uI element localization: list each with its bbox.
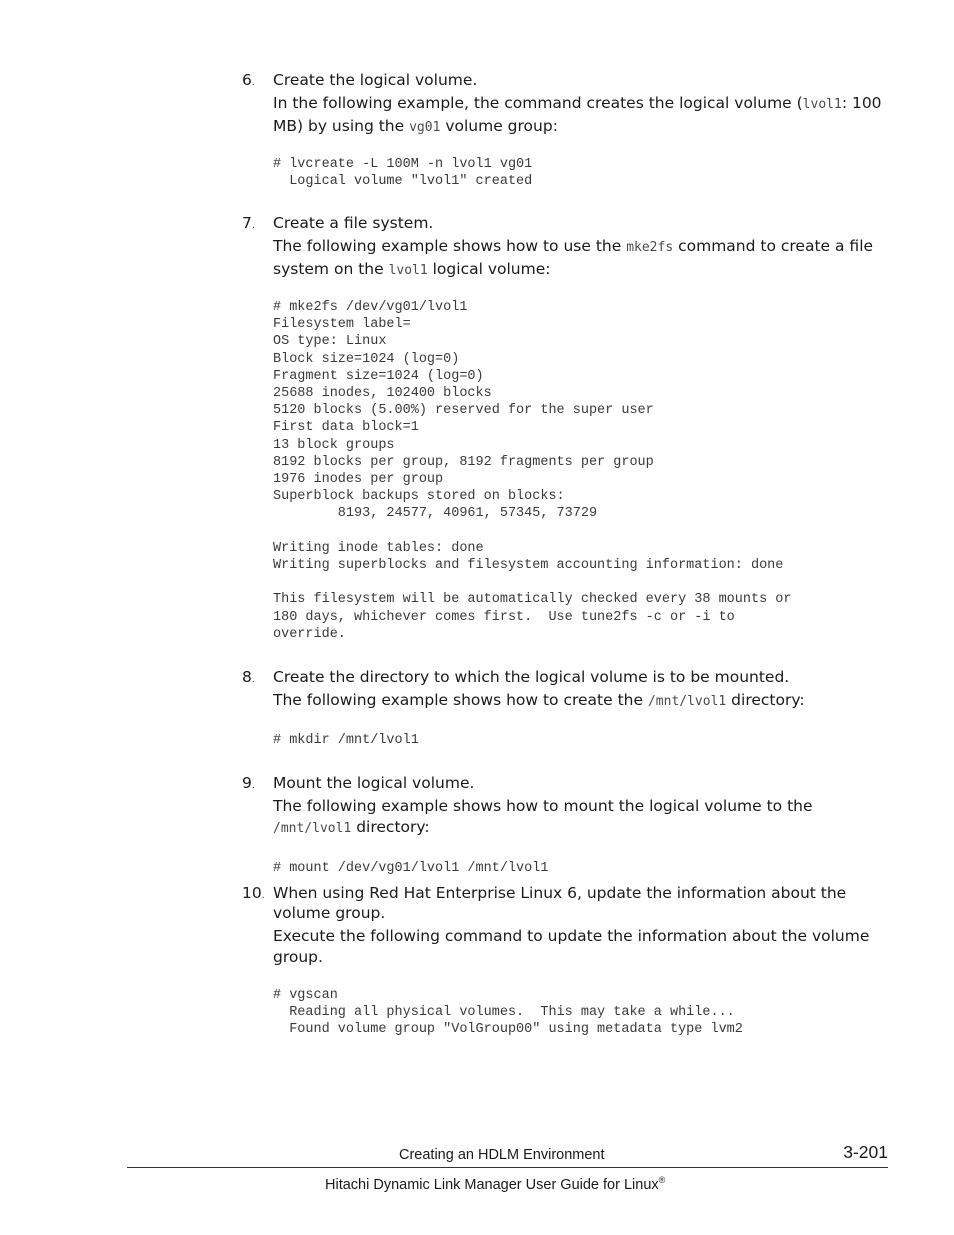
inline-code: vg01 [409, 119, 441, 135]
step-heading: Create the directory to which the logical volume is to be mounted. [273, 668, 790, 686]
text-run: logical volume: [427, 259, 551, 278]
code-block: # mkdir /mnt/lvol1 [273, 733, 419, 748]
step-description [273, 236, 887, 281]
text-run: command to create a file system on the [273, 237, 874, 278]
registered-mark: ® [658, 1175, 666, 1185]
text-run: Execute the following command to update the information about the volume group. [273, 927, 870, 966]
code-block: # lvcreate -L 100M -n lvol1 vg01 Logical volume "lvol1" created [273, 157, 533, 190]
code-block: # vgscan Reading all physical volumes. This may take a while... Found volume group "VolGroup00" using metadata type lvm2 [273, 988, 743, 1038]
step-number: 9 [242, 774, 252, 792]
page-number: 3-201 [843, 1142, 888, 1162]
inline-code: lvol1 [388, 262, 428, 278]
step-number: 6 [242, 71, 252, 89]
text-run: The following example shows how to use the [273, 237, 627, 255]
code-block: # mount /dev/vg01/lvol1 /mnt/lvol1 [273, 861, 549, 876]
step-description [273, 690, 887, 713]
inline-code: /mnt/lvol1 [273, 820, 352, 836]
document-title: Hitachi Dynamic Link Manager User Guide for Linux [325, 1176, 659, 1193]
step-number: 10 [242, 884, 262, 902]
code-block: # mke2fs /dev/vg01/lvol1 Filesystem label= OS type: Linux Block size=1024 (log=0) Fragment size=1024 (log=0) 25688 inodes, 102400 blocks 5120 blocks (5.00%) reserved for the super user First data block=1 13 block groups 8192 blocks per group, 8192 fragments per group 1976 inodes per group Superblock backups stored on blocks: 8193, 24577, 40961, 57345, 73729 Writing inode tables: done Writing superblocks and filesystem accounting information: done This filesystem will be automatically checked every 38 mounts or 180 days, whichever comes first. Use tune2fs -c or -i to override. [273, 300, 792, 642]
text-run: The following example shows how to create the [273, 691, 648, 709]
text-run: In the following example, the command creates the logical volume ( [273, 94, 803, 112]
step-heading: When using Red Hat Enterprise Linux 6, update the information about the volume group. [273, 884, 847, 922]
text-run: directory: [726, 691, 805, 709]
step-number: 7 [242, 214, 252, 232]
text-run: volume group: [440, 116, 558, 135]
step-heading: Create the logical volume. [273, 71, 478, 89]
footer-divider [127, 1167, 888, 1168]
step-heading: Mount the logical volume. [273, 774, 475, 792]
step-description [273, 926, 887, 967]
step-description [273, 796, 887, 839]
step-number: 8 [242, 668, 252, 686]
text-run: : 100 MB) by using the [273, 94, 882, 135]
footer-chapter-title: Creating an HDLM Environment [399, 1147, 605, 1163]
inline-code: mke2fs [626, 240, 674, 255]
inline-code: lvol1 [802, 97, 842, 112]
step-heading: Create a file system. [273, 214, 434, 232]
footer-document-title [325, 1172, 665, 1194]
text-run: directory: [351, 817, 430, 836]
step-description [273, 93, 887, 138]
text-run: The following example shows how to mount the logical volume to the [273, 797, 813, 815]
inline-code: /mnt/lvol1 [647, 694, 727, 709]
